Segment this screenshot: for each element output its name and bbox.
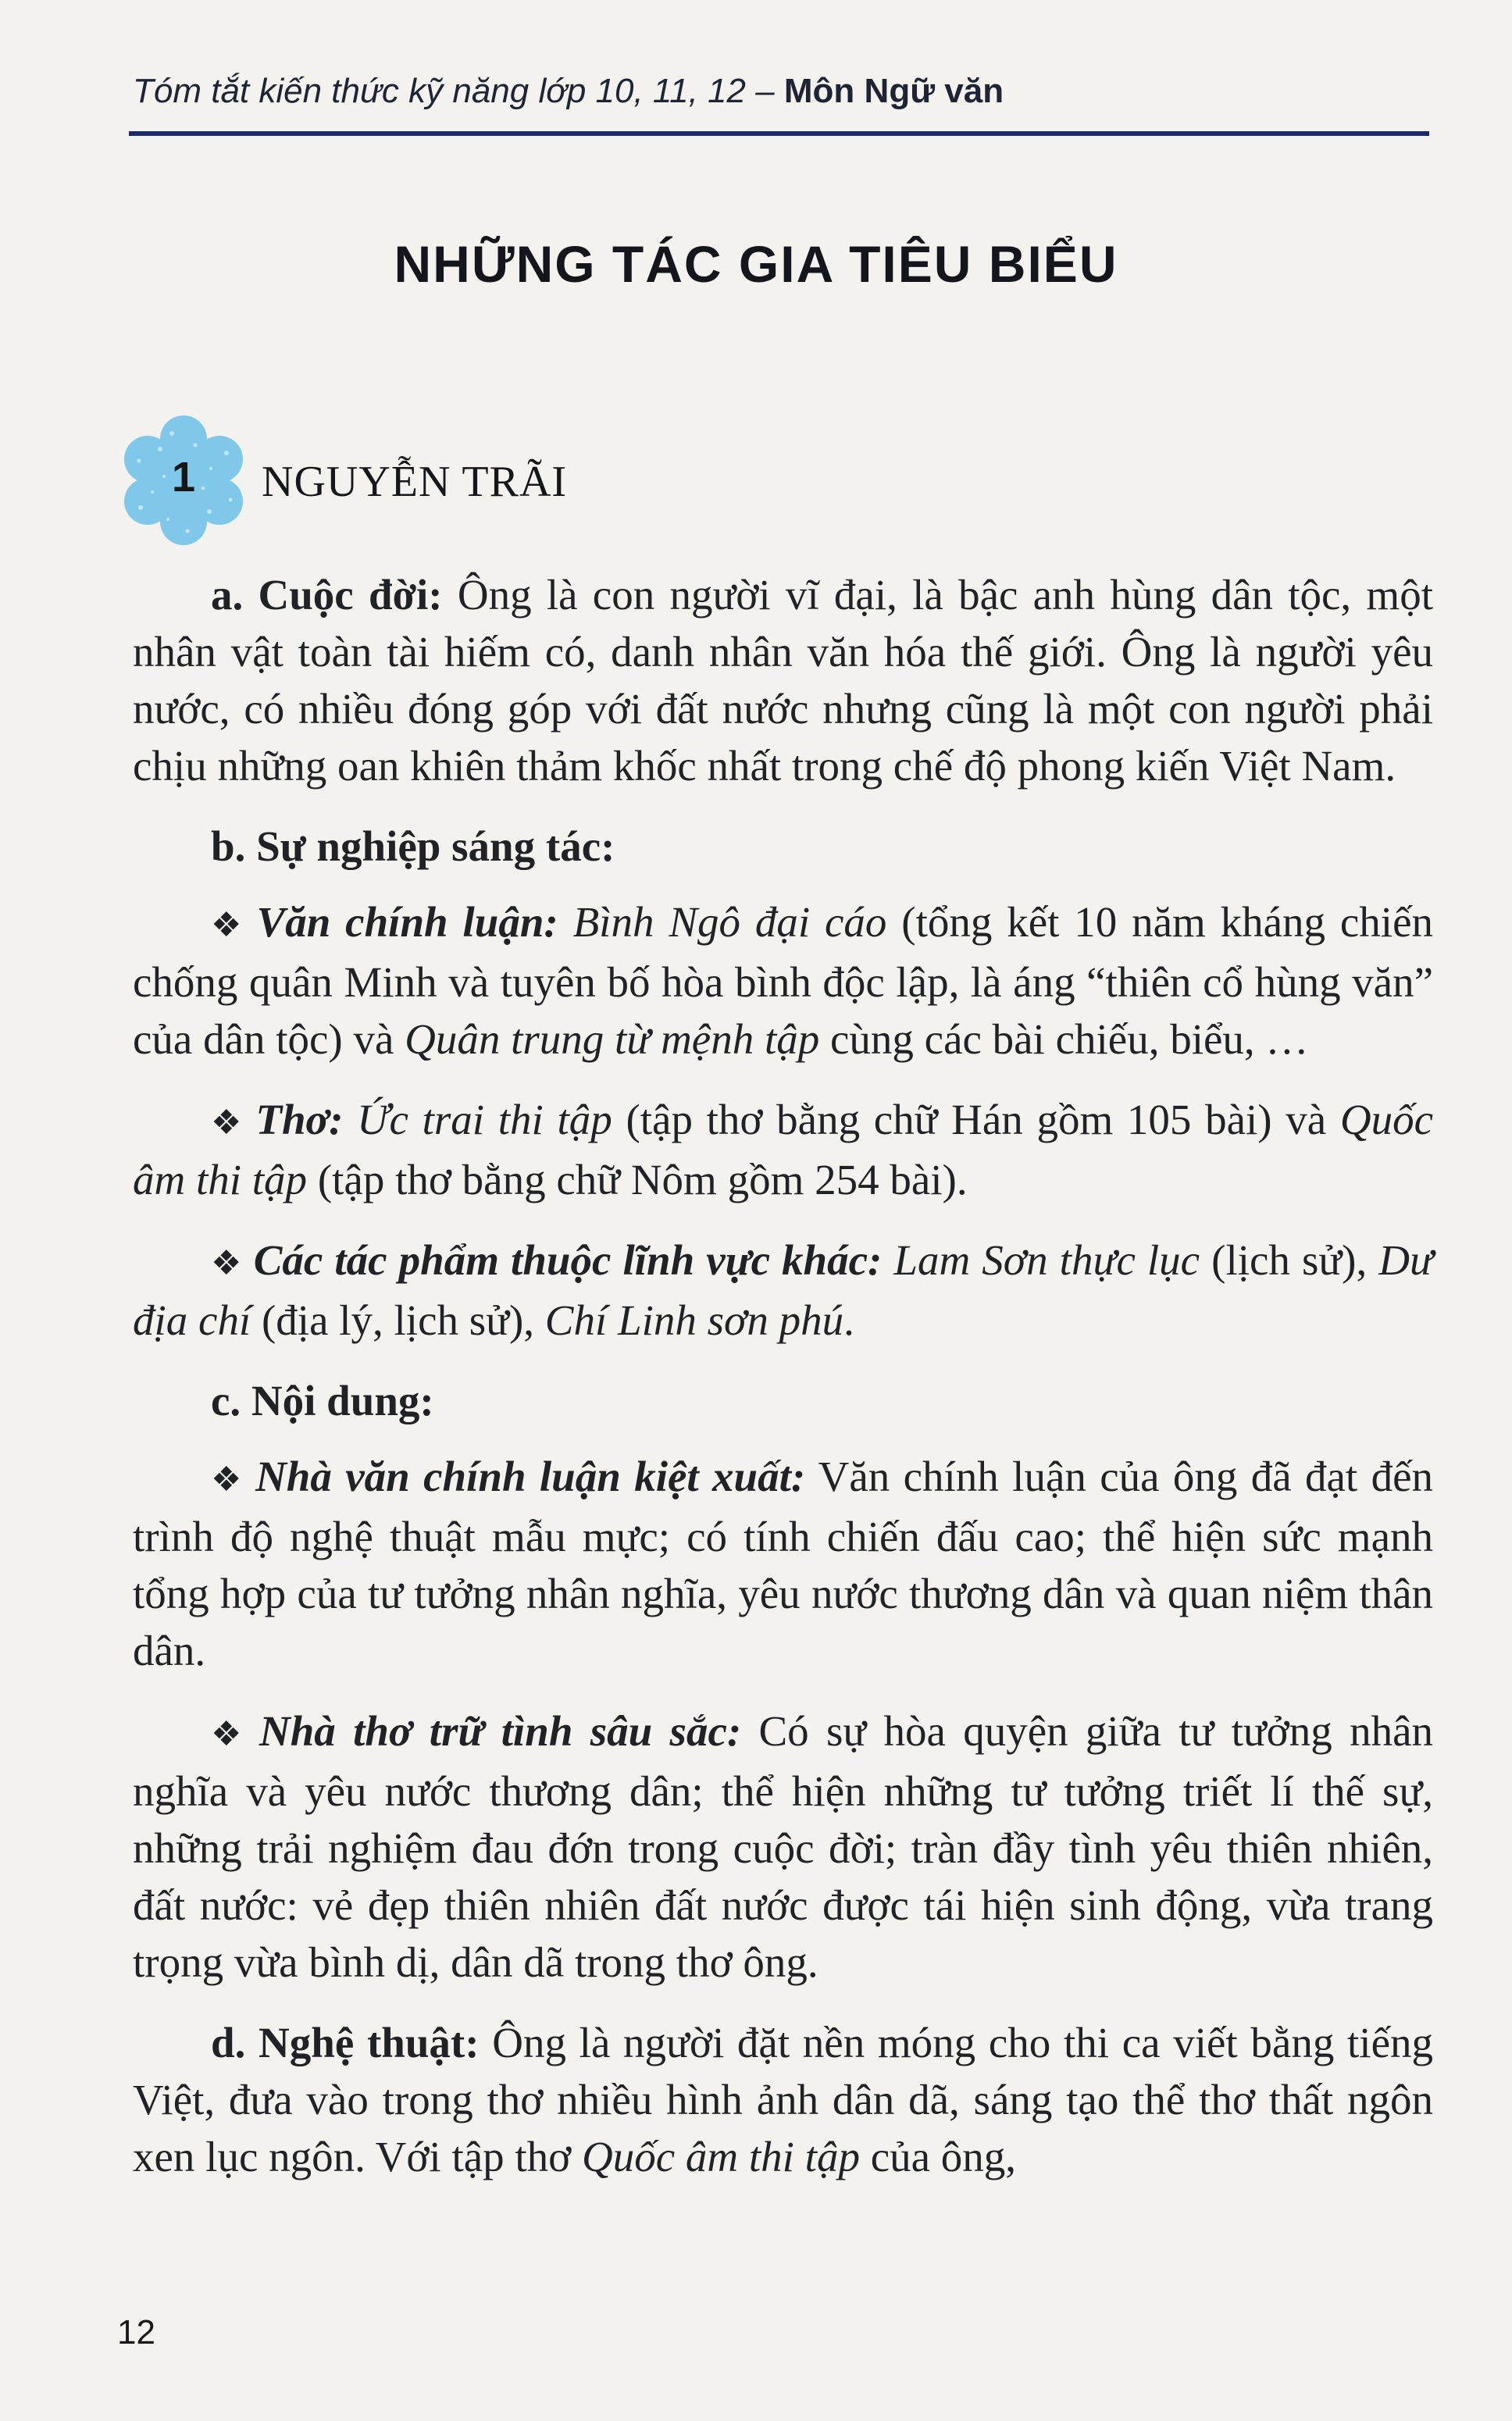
text-tho-2: (tập thơ bằng chữ Nôm gồm 254 bài).	[307, 1156, 968, 1203]
paragraph-cuoc-doi	[133, 566, 1433, 794]
header-rule	[129, 131, 1429, 136]
label-tac-pham-khac: Các tác phẩm thuộc lĩnh vực khác:	[253, 1236, 883, 1284]
work-quan-trung-tu-menh-tap: Quân trung từ mệnh tập	[405, 1015, 820, 1063]
label-nha-van-chinh-luan: Nhà văn chính luận kiệt xuất:	[255, 1453, 806, 1500]
text-tho-1: (tập thơ bằng chữ Hán gồm 105 bài) và	[612, 1096, 1340, 1143]
text-van-chinh-luan-2: cùng các bài chiếu, biểu, …	[819, 1015, 1309, 1063]
heading-su-nghiep	[133, 818, 1433, 875]
work-du-dia-chi: Dư địa chí	[133, 1236, 1434, 1344]
page-number: 12	[117, 2313, 155, 2351]
work-uc-trai-thi-tap: Ức trai thi tập	[343, 1096, 612, 1143]
bullet-nha-van-chinh-luan	[133, 1448, 1433, 1679]
running-header	[133, 72, 1429, 111]
bullet-nha-tho-tru-tinh	[133, 1703, 1433, 1991]
work-lam-son-thuc-luc: Lam Sơn thực lục	[882, 1236, 1200, 1284]
text-nha-van-chinh-luan: Văn chính luận của ông đã đạt đến trình độ nghệ thuật mẫu mực; có tính chiến đấu cao; thể hiện sức mạnh tổng hợp của tư tưởng nhân nghĩa, yêu nước thương dân và quan niệm thân dân.	[133, 1453, 1433, 1674]
heading-cuoc-doi: a. Cuộc đời:	[211, 571, 443, 619]
label-nha-tho-tru-tinh: Nhà thơ trữ tình sâu sắc:	[259, 1707, 742, 1755]
text-khac-3: .	[843, 1296, 854, 1344]
text-van-chinh-luan-1: (tổng kết 10 năm kháng chiến chống quân Minh và tuyên bố hòa bình độc lập, là áng “thiên cổ hùng văn” của dân tộc) và	[133, 898, 1433, 1063]
bullet-tho	[133, 1091, 1433, 1208]
text-cuoc-doi: Ông là con người vĩ đại, là bậc anh hùng dân tộc, một nhân vật toàn tài hiếm có, danh nhân văn hóa thế giới. Ông là người yêu nước, có nhiều đóng góp với đất nước nhưng cũng là một con người phải chịu những oan khiên thảm khốc nhất trong chế độ phong kiến Việt Nam.	[133, 571, 1433, 790]
bullet-icon: ❖	[211, 1715, 248, 1753]
work-binh-ngo-dai-cao: Bình Ngô đại cáo	[558, 898, 887, 946]
section-title: NGUYỄN TRÃI	[262, 458, 568, 506]
text-nha-tho-tru-tinh: Có sự hòa quyện giữa tư tưởng nhân nghĩa và yêu nước thương dân; thể hiện những tư tưởng triết lí thế sự, những trải nghiệm đau đớn trong cuộc đời; tràn đầy tình yêu thiên nhiên, đất nước: vẻ đẹp thiên nhiên đất nước được tái hiện sinh động, vừa trang trọng vừa bình dị, dân dã trong thơ ông.	[133, 1707, 1433, 1986]
heading-noi-dung	[133, 1372, 1433, 1429]
text-nghe-thuat-2: của ông,	[859, 2133, 1017, 2180]
work-quoc-am-thi-tap: Quốc âm thi tập	[133, 1096, 1433, 1203]
text-khac-1: (lịch sử),	[1200, 1236, 1379, 1284]
bullet-icon: ❖	[211, 1244, 243, 1282]
page-body	[133, 566, 1433, 2209]
heading-nghe-thuat: d. Nghệ thuật:	[211, 2019, 480, 2066]
heading-su-nghiep-label: b. Sự nghiệp sáng tác:	[211, 822, 615, 870]
bullet-icon: ❖	[211, 1460, 245, 1499]
bullet-tac-pham-khac	[133, 1232, 1433, 1349]
header-subject: Môn Ngữ văn	[783, 72, 1004, 110]
bullet-van-chinh-luan	[133, 893, 1433, 1068]
text-khac-2: (địa lý, lịch sử),	[251, 1296, 545, 1344]
label-van-chinh-luan: Văn chính luận:	[256, 898, 558, 946]
work-quoc-am-thi-tap-2: Quốc âm thi tập	[582, 2133, 860, 2180]
text-nghe-thuat-1: Ông là người đặt nền móng cho thi ca viết bằng tiếng Việt, đưa vào trong thơ nhiều hình ảnh dân dã, sáng tạo thể thơ thất ngôn xen lục ngôn. Với tập thơ	[133, 2019, 1433, 2180]
chapter-title: NHỮNG TÁC GIA TIÊU BIỂU	[394, 235, 1118, 293]
paragraph-nghe-thuat	[133, 2014, 1433, 2185]
bullet-icon: ❖	[211, 1104, 245, 1142]
bullet-icon: ❖	[211, 906, 246, 944]
section-number: 1	[171, 454, 196, 501]
header-book-title: Tóm tắt kiến thức kỹ năng lớp 10, 11, 12 –	[133, 72, 784, 110]
label-tho: Thơ:	[255, 1096, 344, 1143]
work-chi-linh-son-phu: Chí Linh sơn phú	[544, 1296, 844, 1344]
heading-noi-dung-label: c. Nội dung:	[211, 1377, 434, 1424]
